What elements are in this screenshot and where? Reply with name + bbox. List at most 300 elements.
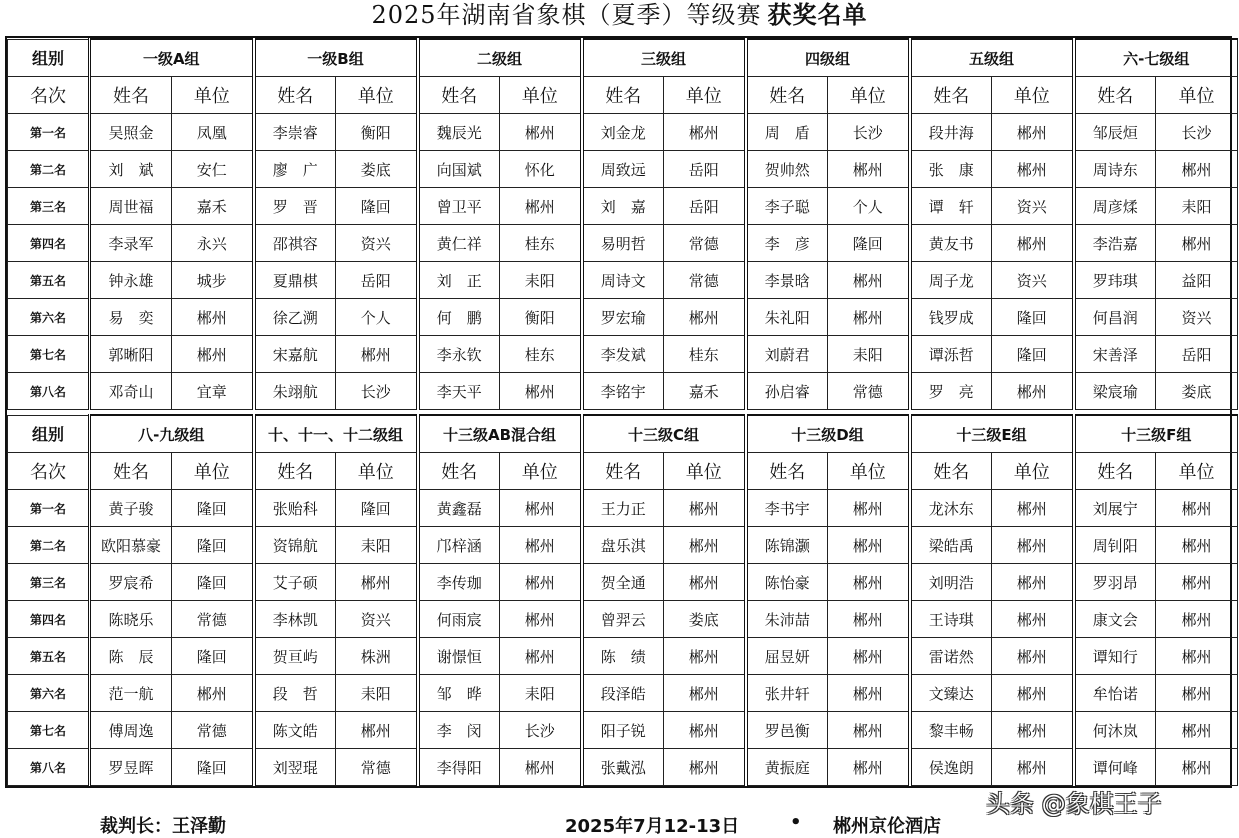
unit-column-header: 单位 [1156,77,1238,114]
player-unit: 郴州 [664,114,746,151]
player-name: 曾羿云 [582,601,664,638]
rank-label: 第六名 [8,299,90,336]
player-unit: 郴州 [664,564,746,601]
group-name: 十三级F组 [1074,415,1238,453]
name-column-header: 姓名 [910,453,992,490]
player-name: 陈文皓 [254,712,336,749]
player-name: 罗宸希 [90,564,172,601]
table-row [8,262,1238,299]
player-name: 段泽皓 [582,675,664,712]
page-title [0,0,1239,32]
player-unit: 郴州 [500,373,582,410]
player-name: 王力正 [582,490,664,527]
player-unit: 怀化 [500,151,582,188]
player-name: 牟怡诺 [1074,675,1156,712]
player-name: 段 哲 [254,675,336,712]
name-column-header: 姓名 [582,77,664,114]
unit-column-header: 单位 [500,77,582,114]
player-unit: 郴州 [992,114,1074,151]
group-name: 十三级E组 [910,415,1074,453]
player-unit: 资兴 [336,225,418,262]
player-unit: 郴州 [500,564,582,601]
player-name: 罗邑衡 [746,712,828,749]
group-name: 四级组 [746,39,910,77]
player-unit: 耒阳 [500,675,582,712]
table-row [8,564,1238,601]
table-row [8,675,1238,712]
player-name: 周子龙 [910,262,992,299]
player-unit: 常德 [664,262,746,299]
player-name: 邝梓涵 [418,527,500,564]
player-unit: 常德 [336,749,418,786]
player-unit: 郴州 [500,601,582,638]
table-row [8,638,1238,675]
player-name: 陈锦灏 [746,527,828,564]
rank-label: 第五名 [8,262,90,299]
title-strong: 获奖名单 [767,1,868,29]
venue-label: 郴州京伦酒店 [833,816,941,837]
player-name: 罗玮琪 [1074,262,1156,299]
player-unit: 郴州 [828,638,910,675]
player-name: 刘 斌 [90,151,172,188]
player-name: 周世福 [90,188,172,225]
player-name: 邹 晔 [418,675,500,712]
player-unit: 耒阳 [828,336,910,373]
referee-label: 裁判长：王泽勤 [100,816,226,837]
player-name: 黎丰畅 [910,712,992,749]
player-name: 易 奕 [90,299,172,336]
unit-column-header: 单位 [828,453,910,490]
player-unit: 郴州 [828,527,910,564]
rank-label: 第七名 [8,712,90,749]
player-name: 夏鼎棋 [254,262,336,299]
rank-label: 第一名 [8,490,90,527]
player-name: 雷诺然 [910,638,992,675]
player-name: 王诗琪 [910,601,992,638]
rank-label: 第七名 [8,336,90,373]
player-name: 李永钦 [418,336,500,373]
player-name: 何沐岚 [1074,712,1156,749]
player-unit: 资兴 [336,601,418,638]
player-unit: 郴州 [992,225,1074,262]
player-unit: 株洲 [336,638,418,675]
player-name: 李得阳 [418,749,500,786]
player-unit: 郴州 [500,188,582,225]
rank-label: 第一名 [8,114,90,151]
player-unit: 常德 [828,373,910,410]
player-unit: 隆回 [172,638,254,675]
player-name: 黄振庭 [746,749,828,786]
player-unit: 郴州 [172,299,254,336]
group-name: 十三级C组 [582,415,746,453]
player-unit: 资兴 [992,188,1074,225]
player-name: 盘乐淇 [582,527,664,564]
player-unit: 郴州 [172,675,254,712]
rank-label: 第二名 [8,151,90,188]
player-name: 孙启睿 [746,373,828,410]
player-name: 钟永雄 [90,262,172,299]
player-name: 何 鹏 [418,299,500,336]
player-unit: 衡阳 [500,299,582,336]
player-name: 黄鑫磊 [418,490,500,527]
player-unit: 隆回 [336,490,418,527]
name-column-header: 姓名 [418,77,500,114]
name-column-header: 姓名 [90,453,172,490]
player-unit: 郴州 [828,601,910,638]
player-unit: 郴州 [992,527,1074,564]
player-unit: 郴州 [1156,490,1238,527]
player-name: 李景晗 [746,262,828,299]
name-column-header: 姓名 [1074,453,1156,490]
player-name: 谢憬恒 [418,638,500,675]
player-unit: 岳阳 [664,151,746,188]
player-name: 谭泺哲 [910,336,992,373]
player-name: 罗 亮 [910,373,992,410]
player-name: 文臻达 [910,675,992,712]
table-row [8,373,1238,410]
player-name: 魏辰光 [418,114,500,151]
player-name: 李 闵 [418,712,500,749]
player-unit: 娄底 [1156,373,1238,410]
player-name: 向国斌 [418,151,500,188]
event-date: 2025年7月12-13日 [565,816,740,837]
player-name: 谭知行 [1074,638,1156,675]
player-name: 阳子锐 [582,712,664,749]
group-header-row [8,39,1238,77]
player-name: 周致远 [582,151,664,188]
player-name: 罗羽昂 [1074,564,1156,601]
player-unit: 耒阳 [336,527,418,564]
player-name: 李天平 [418,373,500,410]
player-name: 陈怡豪 [746,564,828,601]
player-unit: 耒阳 [1156,188,1238,225]
player-unit: 隆回 [992,336,1074,373]
player-name: 张 康 [910,151,992,188]
group-name: 八-九级组 [90,415,254,453]
player-name: 何雨宸 [418,601,500,638]
watermark: 头条 @象棋王子 [986,790,1162,818]
player-unit: 郴州 [664,638,746,675]
rank-column-header: 名次 [8,77,90,114]
player-name: 徐乙溯 [254,299,336,336]
player-name: 刘明浩 [910,564,992,601]
player-unit: 郴州 [992,712,1074,749]
player-name: 朱礼阳 [746,299,828,336]
table-row [8,490,1238,527]
player-unit: 郴州 [664,299,746,336]
player-unit: 岳阳 [336,262,418,299]
player-unit: 郴州 [1156,564,1238,601]
player-name: 周 盾 [746,114,828,151]
table-row [8,749,1238,786]
player-unit: 桂东 [500,225,582,262]
player-name: 傅周逸 [90,712,172,749]
name-column-header: 姓名 [746,77,828,114]
player-unit: 郴州 [500,527,582,564]
player-unit: 娄底 [336,151,418,188]
player-unit: 郴州 [828,564,910,601]
player-unit: 资兴 [1156,299,1238,336]
player-name: 邹辰烜 [1074,114,1156,151]
group-name: 一级B组 [254,39,418,77]
player-unit: 隆回 [172,490,254,527]
table-row [8,114,1238,151]
player-unit: 郴州 [500,114,582,151]
player-name: 刘蔚君 [746,336,828,373]
player-unit: 郴州 [664,675,746,712]
player-name: 张井轩 [746,675,828,712]
name-column-header: 姓名 [90,77,172,114]
name-column-header: 姓名 [1074,77,1156,114]
player-unit: 桂东 [664,336,746,373]
player-name: 陈 绩 [582,638,664,675]
player-name: 谭 轩 [910,188,992,225]
player-unit: 隆回 [828,225,910,262]
player-name: 周诗东 [1074,151,1156,188]
player-name: 贺帅然 [746,151,828,188]
table-row [8,151,1238,188]
player-name: 罗 晋 [254,188,336,225]
player-unit: 资兴 [992,262,1074,299]
player-name: 宋善泽 [1074,336,1156,373]
player-unit: 郴州 [1156,151,1238,188]
unit-column-header: 单位 [1156,453,1238,490]
rank-label: 第八名 [8,373,90,410]
player-name: 李子聪 [746,188,828,225]
player-unit: 衡阳 [336,114,418,151]
table-row [8,601,1238,638]
player-name: 李林凯 [254,601,336,638]
player-unit: 郴州 [1156,712,1238,749]
player-unit: 城步 [172,262,254,299]
player-name: 黄友书 [910,225,992,262]
group-name: 二级组 [418,39,582,77]
unit-column-header: 单位 [992,77,1074,114]
separator-dot: • [790,812,802,833]
group-name: 十、十一、十二级组 [254,415,418,453]
player-unit: 个人 [336,299,418,336]
player-name: 宋嘉航 [254,336,336,373]
player-unit: 郴州 [992,675,1074,712]
player-name: 侯逸朗 [910,749,992,786]
rank-label: 第三名 [8,188,90,225]
player-unit: 郴州 [172,336,254,373]
player-name: 艾子硕 [254,564,336,601]
table-row [8,299,1238,336]
player-name: 钱罗成 [910,299,992,336]
player-unit: 长沙 [500,712,582,749]
player-unit: 益阳 [1156,262,1238,299]
group-name: 十三级AB混合组 [418,415,582,453]
player-unit: 郴州 [828,749,910,786]
player-unit: 郴州 [828,712,910,749]
name-column-header: 姓名 [254,453,336,490]
player-name: 邓奇山 [90,373,172,410]
group-label: 组别 [8,415,90,453]
player-unit: 隆回 [992,299,1074,336]
player-unit: 郴州 [664,527,746,564]
name-column-header: 姓名 [254,77,336,114]
player-unit: 安仁 [172,151,254,188]
name-column-header: 姓名 [582,453,664,490]
player-unit: 郴州 [1156,601,1238,638]
player-unit: 郴州 [336,336,418,373]
player-name: 刘翌琨 [254,749,336,786]
player-name: 曾卫平 [418,188,500,225]
player-unit: 隆回 [336,188,418,225]
player-name: 黄子骏 [90,490,172,527]
player-name: 周彦煣 [1074,188,1156,225]
player-unit: 常德 [172,601,254,638]
name-column-header: 姓名 [418,453,500,490]
player-unit: 郴州 [336,712,418,749]
rank-label: 第六名 [8,675,90,712]
group-name: 五级组 [910,39,1074,77]
column-header-row [8,453,1238,490]
results-table-upper [7,38,1238,410]
player-unit: 郴州 [664,490,746,527]
rank-label: 第二名 [8,527,90,564]
player-name: 李传珈 [418,564,500,601]
player-name: 谭何峰 [1074,749,1156,786]
player-name: 范一航 [90,675,172,712]
player-unit: 耒阳 [336,675,418,712]
player-name: 朱翊航 [254,373,336,410]
group-header-row [8,415,1238,453]
player-name: 刘展宁 [1074,490,1156,527]
table-row [8,527,1238,564]
name-column-header: 姓名 [910,77,992,114]
player-unit: 桂东 [500,336,582,373]
player-name: 李铭宇 [582,373,664,410]
player-unit: 郴州 [992,490,1074,527]
group-name: 十三级D组 [746,415,910,453]
player-unit: 郴州 [500,490,582,527]
player-name: 李浩嘉 [1074,225,1156,262]
player-unit: 郴州 [992,151,1074,188]
unit-column-header: 单位 [172,77,254,114]
group-name: 六-七级组 [1074,39,1238,77]
player-name: 陈 辰 [90,638,172,675]
player-name: 周诗文 [582,262,664,299]
player-name: 廖 广 [254,151,336,188]
player-unit: 娄底 [664,601,746,638]
player-unit: 郴州 [1156,638,1238,675]
player-name: 罗宏瑜 [582,299,664,336]
unit-column-header: 单位 [500,453,582,490]
player-unit: 郴州 [500,638,582,675]
player-unit: 郴州 [992,373,1074,410]
player-name: 李发斌 [582,336,664,373]
player-unit: 郴州 [992,749,1074,786]
player-name: 刘 正 [418,262,500,299]
player-unit: 郴州 [664,749,746,786]
group-name: 三级组 [582,39,746,77]
title-main: 2025年湖南省象棋（夏季）等级赛 [371,1,762,29]
player-unit: 郴州 [992,638,1074,675]
player-name: 陈晓乐 [90,601,172,638]
name-column-header: 姓名 [746,453,828,490]
table-row [8,336,1238,373]
player-unit: 郴州 [828,262,910,299]
player-name: 罗昱晖 [90,749,172,786]
player-unit: 郴州 [1156,225,1238,262]
player-name: 张戴泓 [582,749,664,786]
group-name: 一级A组 [90,39,254,77]
rank-column-header: 名次 [8,453,90,490]
player-name: 黄仁祥 [418,225,500,262]
unit-column-header: 单位 [336,453,418,490]
unit-column-header: 单位 [336,77,418,114]
player-unit: 长沙 [336,373,418,410]
player-name: 李录军 [90,225,172,262]
rank-label: 第三名 [8,564,90,601]
player-unit: 郴州 [664,712,746,749]
unit-column-header: 单位 [992,453,1074,490]
player-unit: 个人 [828,188,910,225]
player-unit: 宜章 [172,373,254,410]
results-table-lower [7,414,1238,786]
player-name: 周钊阳 [1074,527,1156,564]
player-unit: 郴州 [992,601,1074,638]
rank-label: 第五名 [8,638,90,675]
player-name: 朱沛喆 [746,601,828,638]
unit-column-header: 单位 [828,77,910,114]
player-name: 张贻科 [254,490,336,527]
player-unit: 凤凰 [172,114,254,151]
group-label: 组别 [8,39,90,77]
player-unit: 隆回 [172,527,254,564]
player-name: 易明哲 [582,225,664,262]
player-unit: 岳阳 [664,188,746,225]
rank-label: 第四名 [8,225,90,262]
player-name: 刘金龙 [582,114,664,151]
player-name: 邵祺容 [254,225,336,262]
player-unit: 郴州 [1156,675,1238,712]
player-name: 龙沐东 [910,490,992,527]
unit-column-header: 单位 [664,77,746,114]
unit-column-header: 单位 [664,453,746,490]
player-unit: 常德 [172,712,254,749]
player-unit: 长沙 [828,114,910,151]
table-row [8,225,1238,262]
player-unit: 郴州 [828,151,910,188]
player-unit: 嘉禾 [172,188,254,225]
player-name: 康文会 [1074,601,1156,638]
player-name: 郭晰阳 [90,336,172,373]
table-row [8,188,1238,225]
table-row [8,712,1238,749]
player-unit: 郴州 [1156,749,1238,786]
player-name: 吴照金 [90,114,172,151]
unit-column-header: 单位 [172,453,254,490]
rank-label: 第八名 [8,749,90,786]
player-name: 段井海 [910,114,992,151]
player-name: 贺亘屿 [254,638,336,675]
player-name: 何昌润 [1074,299,1156,336]
player-name: 李崇睿 [254,114,336,151]
player-unit: 郴州 [992,564,1074,601]
player-unit: 郴州 [336,564,418,601]
player-unit: 隆回 [172,749,254,786]
player-unit: 郴州 [828,299,910,336]
player-name: 欧阳慕豪 [90,527,172,564]
player-unit: 长沙 [1156,114,1238,151]
player-unit: 耒阳 [500,262,582,299]
rank-label: 第四名 [8,601,90,638]
player-name: 刘 嘉 [582,188,664,225]
player-unit: 岳阳 [1156,336,1238,373]
